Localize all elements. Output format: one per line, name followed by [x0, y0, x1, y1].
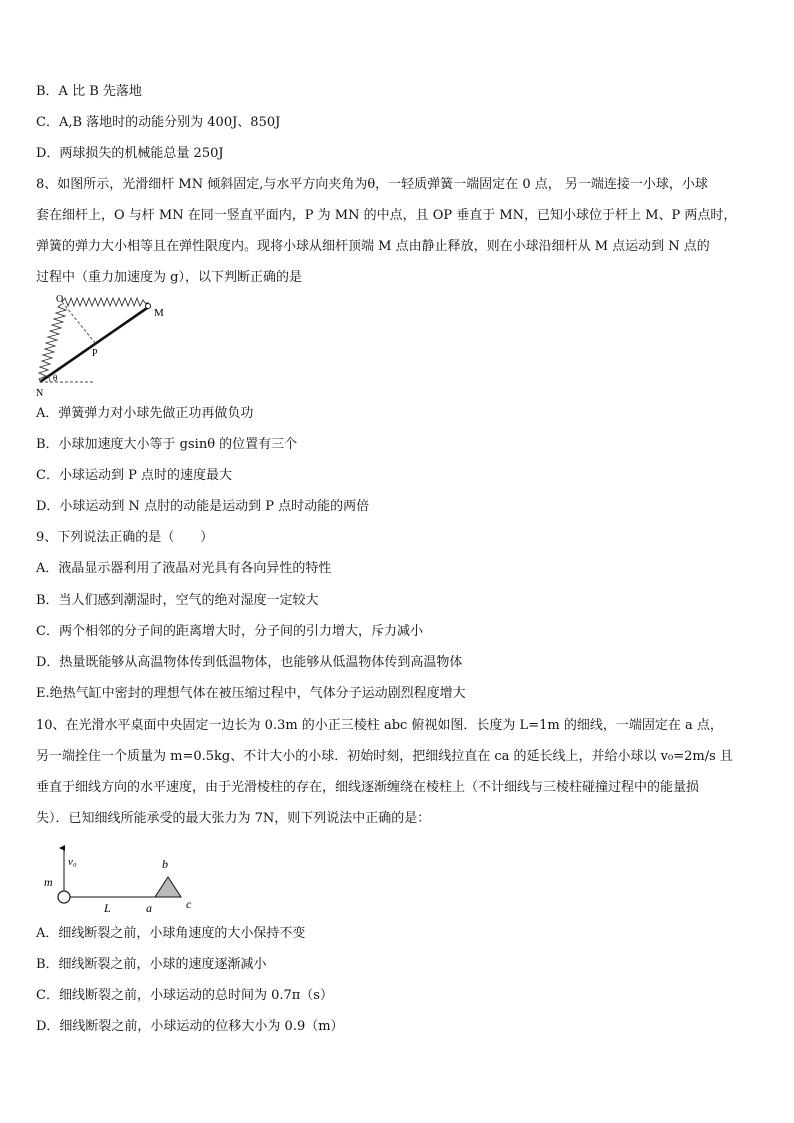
q8-stem-line-3: 弹簧的弹力大小相等且在弹性限度内。现将小球从细杆顶端 M 点由静止释放，则在小球沿细杆从 M 点运动到 N 点的 [36, 239, 710, 254]
q8-spring-rod-figure [34, 292, 174, 398]
point-m [146, 304, 151, 309]
rod-mn [40, 306, 150, 382]
label-l: L [104, 901, 111, 914]
label-o: O [56, 294, 64, 305]
prism-abc [155, 877, 181, 897]
label-m: m [44, 875, 53, 889]
q7-option-c: C．A,B 落地时的动能分别为 400J、850J [36, 115, 281, 130]
spring-on [39, 304, 66, 382]
label-b: b [162, 857, 168, 871]
q10-stem-line-2: 另一端拴住一个质量为 m=0.5kg、不计大小的小球．初始时刻，把细线拉直在 ca 的延长线上，并给小球以 v₀=2m/s 且 [36, 749, 733, 764]
dashed-op [62, 302, 96, 344]
q8-stem-line-4: 过程中（重力加速度为 g），以下判断正确的是 [36, 270, 302, 285]
label-n: N [36, 388, 44, 398]
q10-option-d: D．细线断裂之前，小球运动的位移大小为 0.9（m） [36, 1019, 344, 1034]
q8-option-b: B．小球加速度大小等于 gsinθ 的位置有三个 [36, 437, 298, 452]
label-p: P [92, 348, 98, 359]
q10-stem-line-3: 垂直于细线方向的水平速度，由于光滑棱柱的存在，细线逐渐缠绕在棱柱上（不计细线与三棱柱碰撞过程中的能量损 [36, 780, 700, 795]
label-a: a [146, 901, 152, 914]
q8-option-c: C．小球运动到 P 点时的速度最大 [36, 468, 232, 483]
ball-m [58, 891, 70, 903]
q10-stem-line-1: 10、在光滑水平桌面中央固定一边长为 0.3m 的小正三棱柱 abc 俯视如图．长度为 L=1m 的细线，一端固定在 a 点， [36, 718, 723, 733]
spring-om [62, 298, 148, 306]
q8-stem-line-2: 套在细杆上，O 与杆 MN 在同一竖直平面内，P 为 MN 的中点，且 OP 垂直于 MN，已知小球位于杆上 M、P 两点时， [36, 208, 737, 223]
q8-option-d: D．小球运动到 N 点肘的动能是运动到 P 点时动能的两倍 [36, 499, 370, 514]
q10-stem-line-4: 失）．已知细线所能承受的最大张力为 7N，则下列说法中正确的是： [36, 811, 431, 826]
label-theta: θ [53, 373, 58, 383]
q9-option-a: A．液晶显示器利用了液晶对光具有各向异性的特性 [36, 561, 332, 576]
q10-option-b: B．细线断裂之前，小球的速度逐渐减小 [36, 957, 267, 972]
q7-option-d: D．两球损失的机械能总量 250J [36, 146, 224, 161]
q7-option-b: B．A 比 B 先落地 [36, 84, 142, 99]
q9-stem: 9、下列说法正确的是（ ） [36, 530, 214, 545]
label-m: M [154, 307, 164, 319]
q9-option-e: E.绝热气缸中密封的理想气体在被压缩过程中，气体分子运动剧烈程度增大 [36, 686, 466, 701]
q8-stem-line-1: 8、如图所示，光滑细杆 MN 倾斜固定,与水平方向夹角为θ，一轻质弹簧一端固定在 0 点， 另一端连接一小球，小球 [36, 177, 708, 192]
theta-arc [48, 376, 50, 382]
q10-option-a: A．细线断裂之前，小球角速度的大小保持不变 [36, 926, 306, 941]
q9-option-b: B．当人们感到潮湿时，空气的绝对湿度一定较大 [36, 593, 319, 608]
q10-prism-figure [40, 842, 200, 914]
q8-option-a: A．弹簧弹力对小球先做正功再做负功 [36, 406, 254, 421]
q9-option-c: C．两个相邻的分子间的距离增大时，分子间的引力增大，斥力减小 [36, 624, 423, 639]
label-v0: v₀ [68, 856, 77, 868]
q9-option-d: D．热量既能够从高温物体传到低温物体，也能够从低温物体传到高温物体 [36, 655, 463, 670]
q10-option-c: C．细线断裂之前，小球运动的总时间为 0.7π（s） [36, 988, 333, 1003]
label-c: c [186, 897, 192, 911]
